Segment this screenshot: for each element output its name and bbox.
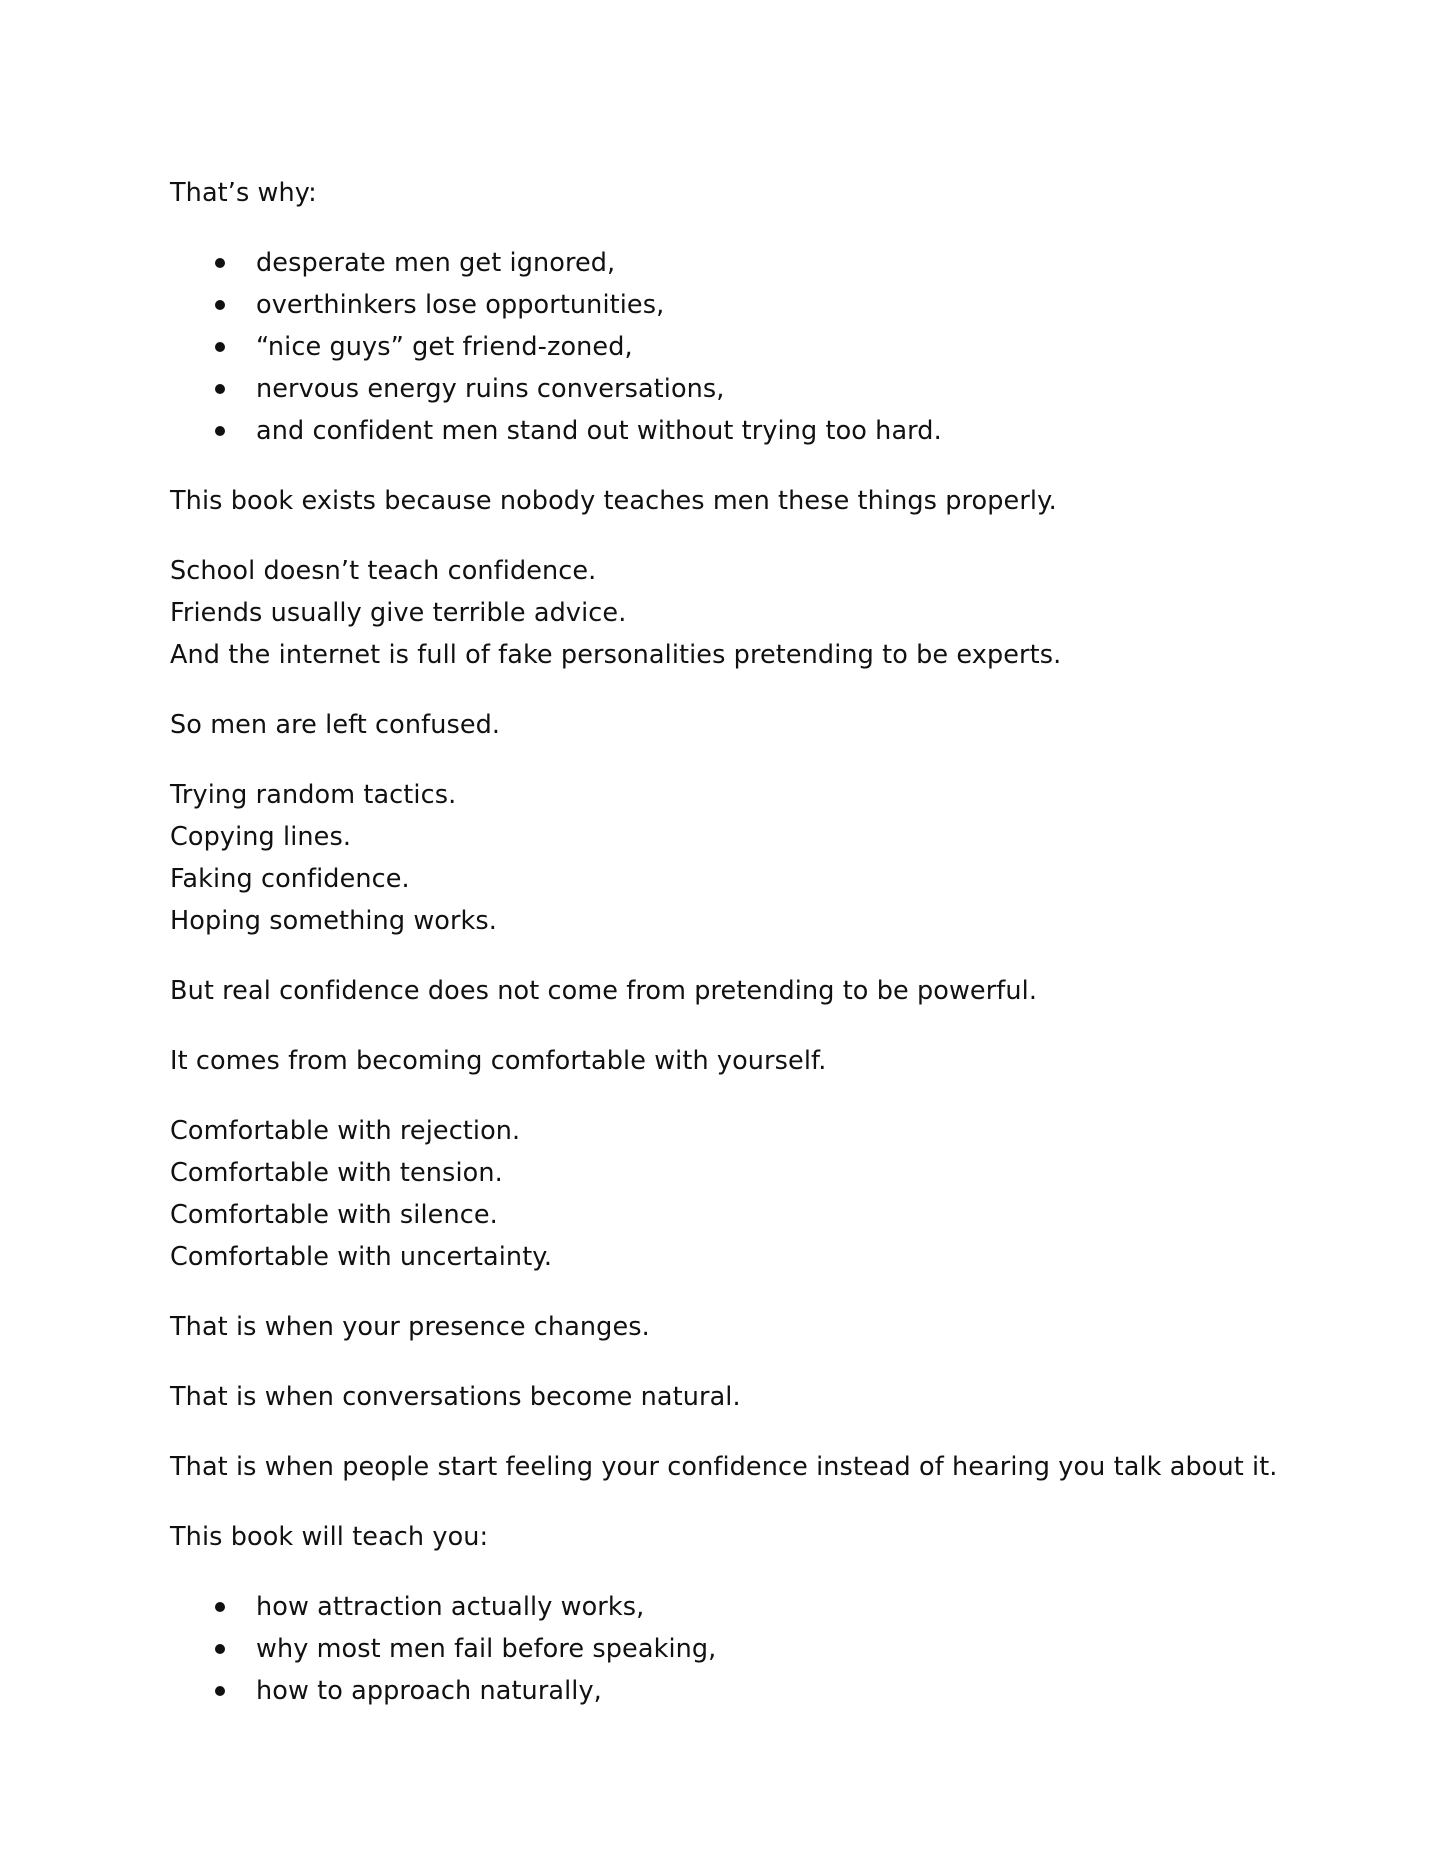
bullet-icon — [215, 1602, 225, 1612]
bullet-icon — [215, 342, 225, 352]
list-item: how attraction actually works, — [170, 1586, 1290, 1628]
text-line: Faking confidence. — [170, 864, 410, 894]
bullet-icon — [215, 1644, 225, 1654]
text-line: And the internet is full of fake personalities pretending to be experts. — [170, 640, 1062, 670]
presence-paragraph: That is when your presence changes. — [170, 1312, 650, 1342]
bullet-list-teachings — [170, 1586, 1290, 1712]
text-line: Comfortable with silence. — [170, 1200, 498, 1230]
feeling-paragraph: That is when people start feeling your confidence instead of hearing you talk about it. — [170, 1452, 1278, 1482]
intro-paragraph: That’s why: — [170, 178, 317, 208]
tactics-paragraph — [170, 774, 1290, 942]
bullet-icon — [215, 300, 225, 310]
text-line: Comfortable with rejection. — [170, 1116, 521, 1146]
comes-from-paragraph: It comes from becoming comfortable with yourself. — [170, 1046, 827, 1076]
book-exists-paragraph: This book exists because nobody teaches men these things properly. — [170, 486, 1057, 516]
teach-paragraph: This book will teach you: — [170, 1522, 489, 1552]
text-line: Comfortable with tension. — [170, 1158, 503, 1188]
list-item: how to approach naturally, — [170, 1670, 1290, 1712]
list-item: nervous energy ruins conversations, — [170, 368, 1290, 410]
text-line: Comfortable with uncertainty. — [170, 1242, 553, 1272]
list-item: overthinkers lose opportunities, — [170, 284, 1290, 326]
text-line: Copying lines. — [170, 822, 352, 852]
text-line: School doesn’t teach confidence. — [170, 556, 597, 586]
list-item: “nice guys” get friend-zoned, — [170, 326, 1290, 368]
real-confidence-paragraph: But real confidence does not come from pretending to be powerful. — [170, 976, 1038, 1006]
list-item: and confident men stand out without trying too hard. — [170, 410, 1290, 452]
conversations-paragraph: That is when conversations become natural. — [170, 1382, 741, 1412]
confused-paragraph: So men are left confused. — [170, 710, 501, 740]
bullet-icon — [215, 258, 225, 268]
text-line: Friends usually give terrible advice. — [170, 598, 627, 628]
bullet-list-reasons — [170, 242, 1290, 452]
list-item: why most men fail before speaking, — [170, 1628, 1290, 1670]
text-line: Hoping something works. — [170, 906, 498, 936]
text-line: Trying random tactics. — [170, 780, 457, 810]
list-item: desperate men get ignored, — [170, 242, 1290, 284]
document-body — [170, 172, 1290, 1740]
bullet-icon — [215, 426, 225, 436]
comfortable-paragraph — [170, 1110, 1290, 1278]
advice-paragraph — [170, 550, 1290, 676]
bullet-icon — [215, 384, 225, 394]
bullet-icon — [215, 1686, 225, 1696]
